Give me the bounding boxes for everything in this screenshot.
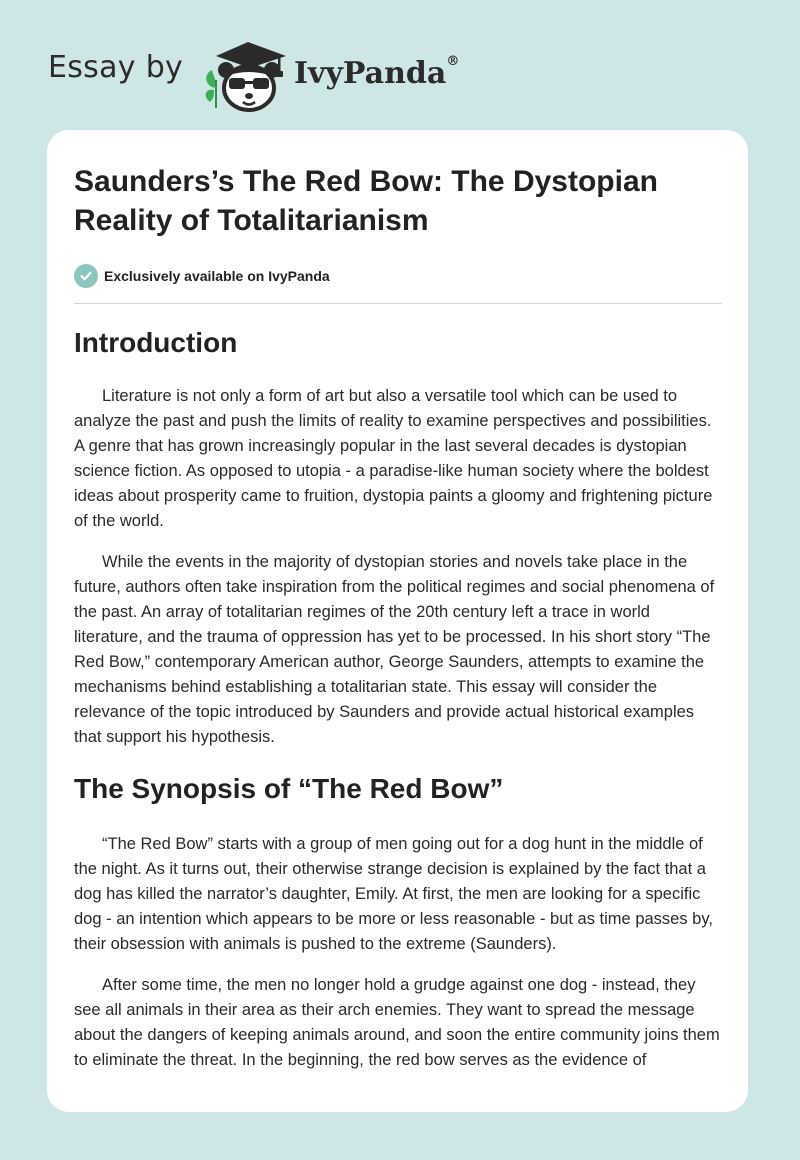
ivypanda-logo-icon[interactable] xyxy=(200,36,292,112)
page-title: Saunders’s The Red Bow: The Dystopian Reality of Totalitarianism xyxy=(74,165,658,237)
paragraph: After some time, the men no longer hold a grudge against one dog - instead, they see all animals in their area as their arch enemies. They want to spread the message about the dangers of keeping animals around, and soon the entire community joins them to eliminate the threat. In the beginning, the red bow serves as the evidence of xyxy=(74,976,720,1069)
exclusive-badge-label: Exclusively available on IvyPanda xyxy=(104,268,330,284)
divider xyxy=(74,303,722,304)
essay-card xyxy=(47,130,748,1112)
exclusive-badge xyxy=(74,264,330,288)
paragraph: Literature is not only a form of art but also a versatile tool which can be used to analyze the past and push the limits of reality to examine perspectives and possibilities. A genre that has grown increasingly popular in the last several decades is dystopian science fiction. As opposed to utopia - a paradise-like human society where the boldest ideas about prosperity came to fruition, dystopia paints a gloomy and frightening picture of the world. xyxy=(74,387,713,530)
check-circle-icon xyxy=(74,264,98,288)
essay-by-label: Essay by xyxy=(48,50,184,85)
essay-body xyxy=(74,326,722,1073)
site-header xyxy=(0,0,800,130)
section-heading-synopsis: The Synopsis of “The Red Bow” xyxy=(74,773,504,804)
registered-mark: ® xyxy=(446,54,460,69)
paragraph: “The Red Bow” starts with a group of men going out for a dog hunt in the middle of the night. As it turns out, their otherwise strange decision is explained by the fact that a dog has killed the narrator’s daughter, Emily. At first, the men are looking for a specific dog - an intention which appears to be more or less reasonable - but as time passes by, their obsession with animals is pushed to the extreme (Saunders). xyxy=(74,835,713,953)
section-heading-introduction: Introduction xyxy=(74,327,238,358)
brand-name[interactable]: IvyPanda® xyxy=(294,54,460,91)
paragraph: While the events in the majority of dystopian stories and novels take place in the future, authors often take inspiration from the political regimes and social phenomena of the past. An array of totalitarian regimes of the 20th century left a trace in world literature, and the trauma of oppression has yet to be processed. In his short story “The Red Bow,” contemporary American author, George Saunders, attempts to examine the mechanisms behind establishing a totalitarian state. This essay will consider the relevance of the topic introduced by Saunders and provide actual historical examples that support his hypothesis. xyxy=(74,553,715,746)
